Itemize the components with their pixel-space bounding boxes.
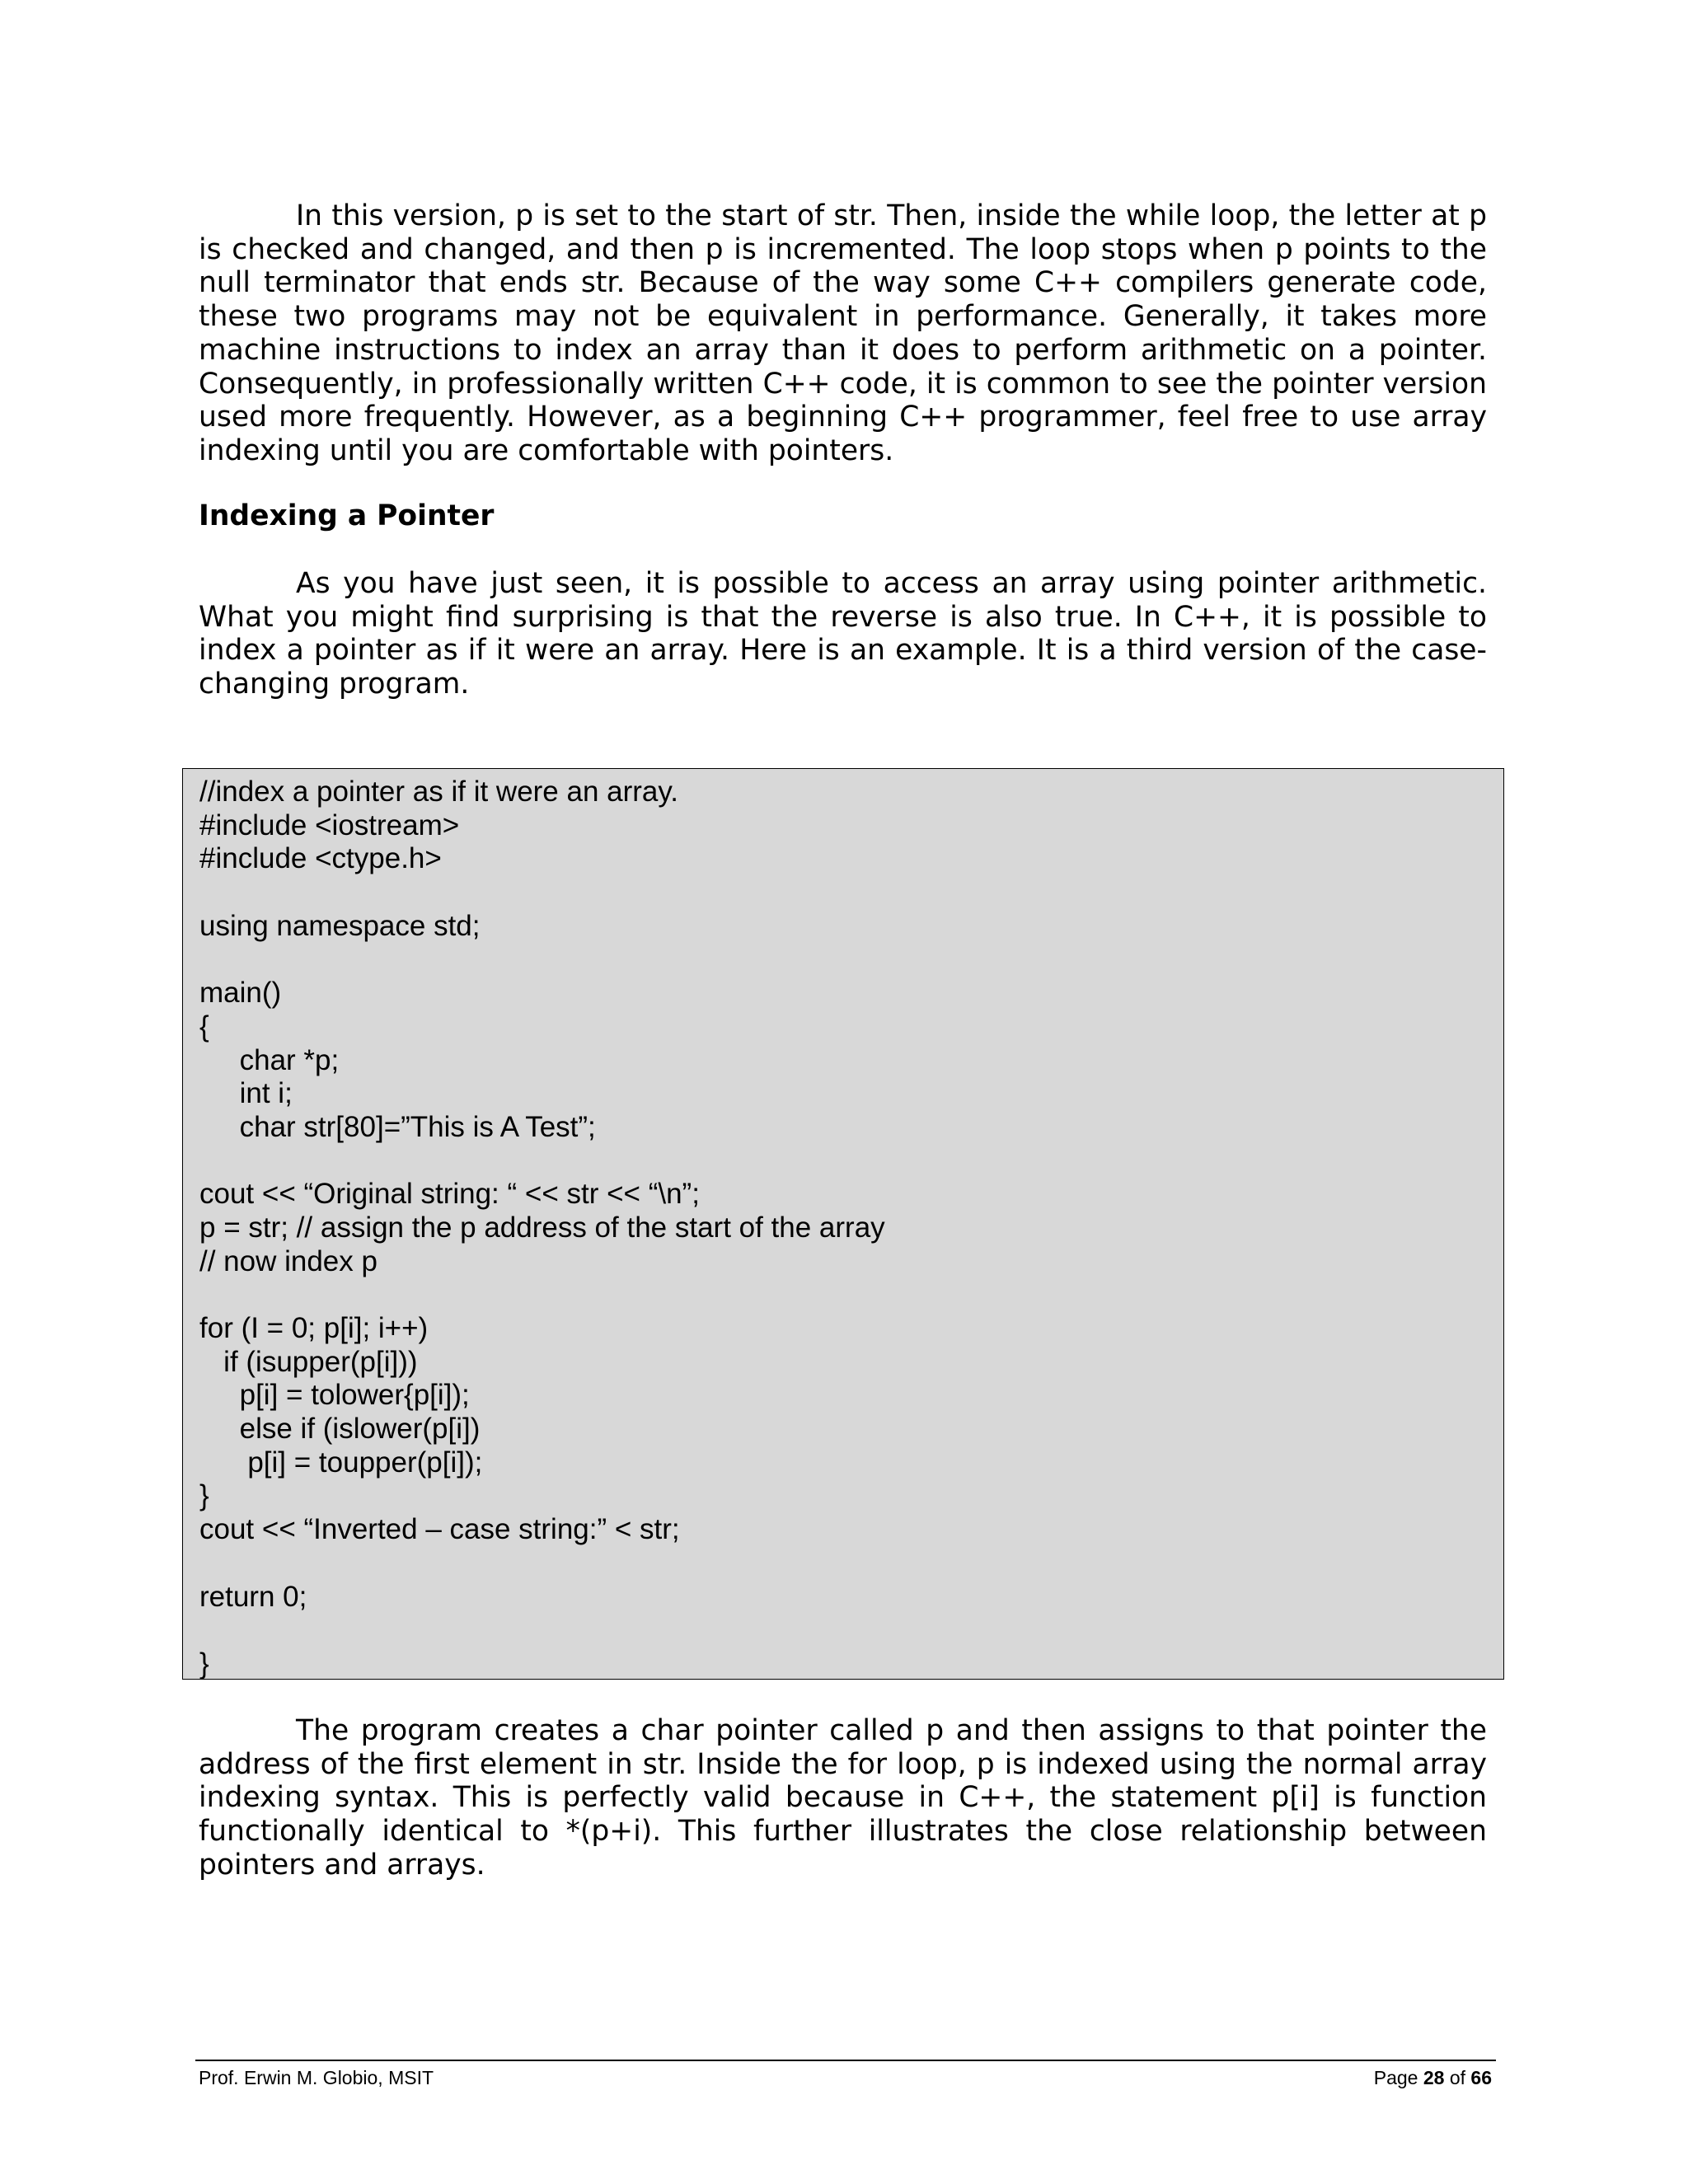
- code-line: char *p;: [199, 1043, 340, 1076]
- code-line: for (I = 0; p[i]; i++): [199, 1312, 429, 1344]
- code-line: [199, 1614, 885, 1647]
- code-line: cout << “Inverted – case string:” < str;: [199, 1513, 680, 1546]
- code-line: #include <ctype.h>: [199, 842, 442, 875]
- code-line: [199, 1278, 885, 1312]
- section-heading: Indexing a Pointer: [199, 499, 495, 532]
- code-line: cout << “Original string: “ << str << “\n”;: [199, 1178, 700, 1211]
- code-line: else if (islower(p[i]): [199, 1413, 481, 1446]
- body-paragraph: As you have just seen, it is possible to access an array using pointer arithmetic. What you might find surprising is that the reverse is also true. In C++, it is possible to index a pointer as if it were an array. Here is an example. It is a third version of the case-changing program.: [199, 567, 1487, 701]
- code-line: {: [199, 1010, 209, 1043]
- footer-divider: [195, 2060, 1496, 2061]
- total-pages: 66: [1470, 2067, 1492, 2088]
- of-label: of: [1449, 2067, 1466, 2088]
- code-listing: [199, 776, 885, 1681]
- code-line: return 0;: [199, 1580, 307, 1613]
- page-label: Page: [1373, 2067, 1418, 2088]
- code-line: }: [199, 1647, 209, 1680]
- code-line: [199, 943, 885, 977]
- code-line: [199, 1145, 885, 1179]
- code-line: [199, 876, 885, 910]
- code-line: using namespace std;: [199, 909, 481, 942]
- code-listing-box: [182, 768, 1504, 1680]
- code-line: p[i] = tolower{p[i]);: [199, 1379, 470, 1412]
- body-paragraph: In this version, p is set to the start of str. Then, inside the while loop, the letter at p is checked and changed, and then p is incremented. The loop stops when p points to the null terminator that ends str. Because of the way some C++ compilers generate code, these two programs may not be equivalent in performance. Generally, it takes more machine instructions to index an array than it does to perform arithmetic on a pointer. Consequently, in professionally written C++ code, it is common to see the pointer version used more frequently. However, as a beginning C++ programmer, feel free to use array indexing until you are comfortable with pointers.: [199, 199, 1487, 467]
- code-line: [199, 1547, 885, 1581]
- code-line: int i;: [199, 1077, 293, 1110]
- code-line: if (isupper(p[i])): [199, 1345, 418, 1378]
- code-line: #include <iostream>: [199, 808, 460, 841]
- body-paragraph: The program creates a char pointer called p and then assigns to that pointer the address of the first element in str. Inside the for loop, p is indexed using the normal array indexing syntax. This is perfectly valid because in C++, the statement p[i] is function functionally identical to *(p+i). This further illustrates the close relationship between pointers and arrays.: [199, 1714, 1487, 1882]
- current-page: 28: [1423, 2067, 1445, 2088]
- footer-page-number: [1374, 2065, 1492, 2090]
- code-line: char str[80]=”This is A Test”;: [199, 1110, 596, 1143]
- code-line: main(): [199, 977, 282, 1010]
- code-line: p = str; // assign the p address of the start of the array: [199, 1211, 885, 1244]
- code-line: p[i] = toupper(p[i]);: [199, 1446, 483, 1479]
- code-line: //index a pointer as if it were an array.: [199, 776, 679, 808]
- footer-author: Prof. Erwin M. Globio, MSIT: [199, 2067, 434, 2088]
- code-line: // now index p: [199, 1244, 377, 1277]
- code-line: }: [199, 1479, 209, 1512]
